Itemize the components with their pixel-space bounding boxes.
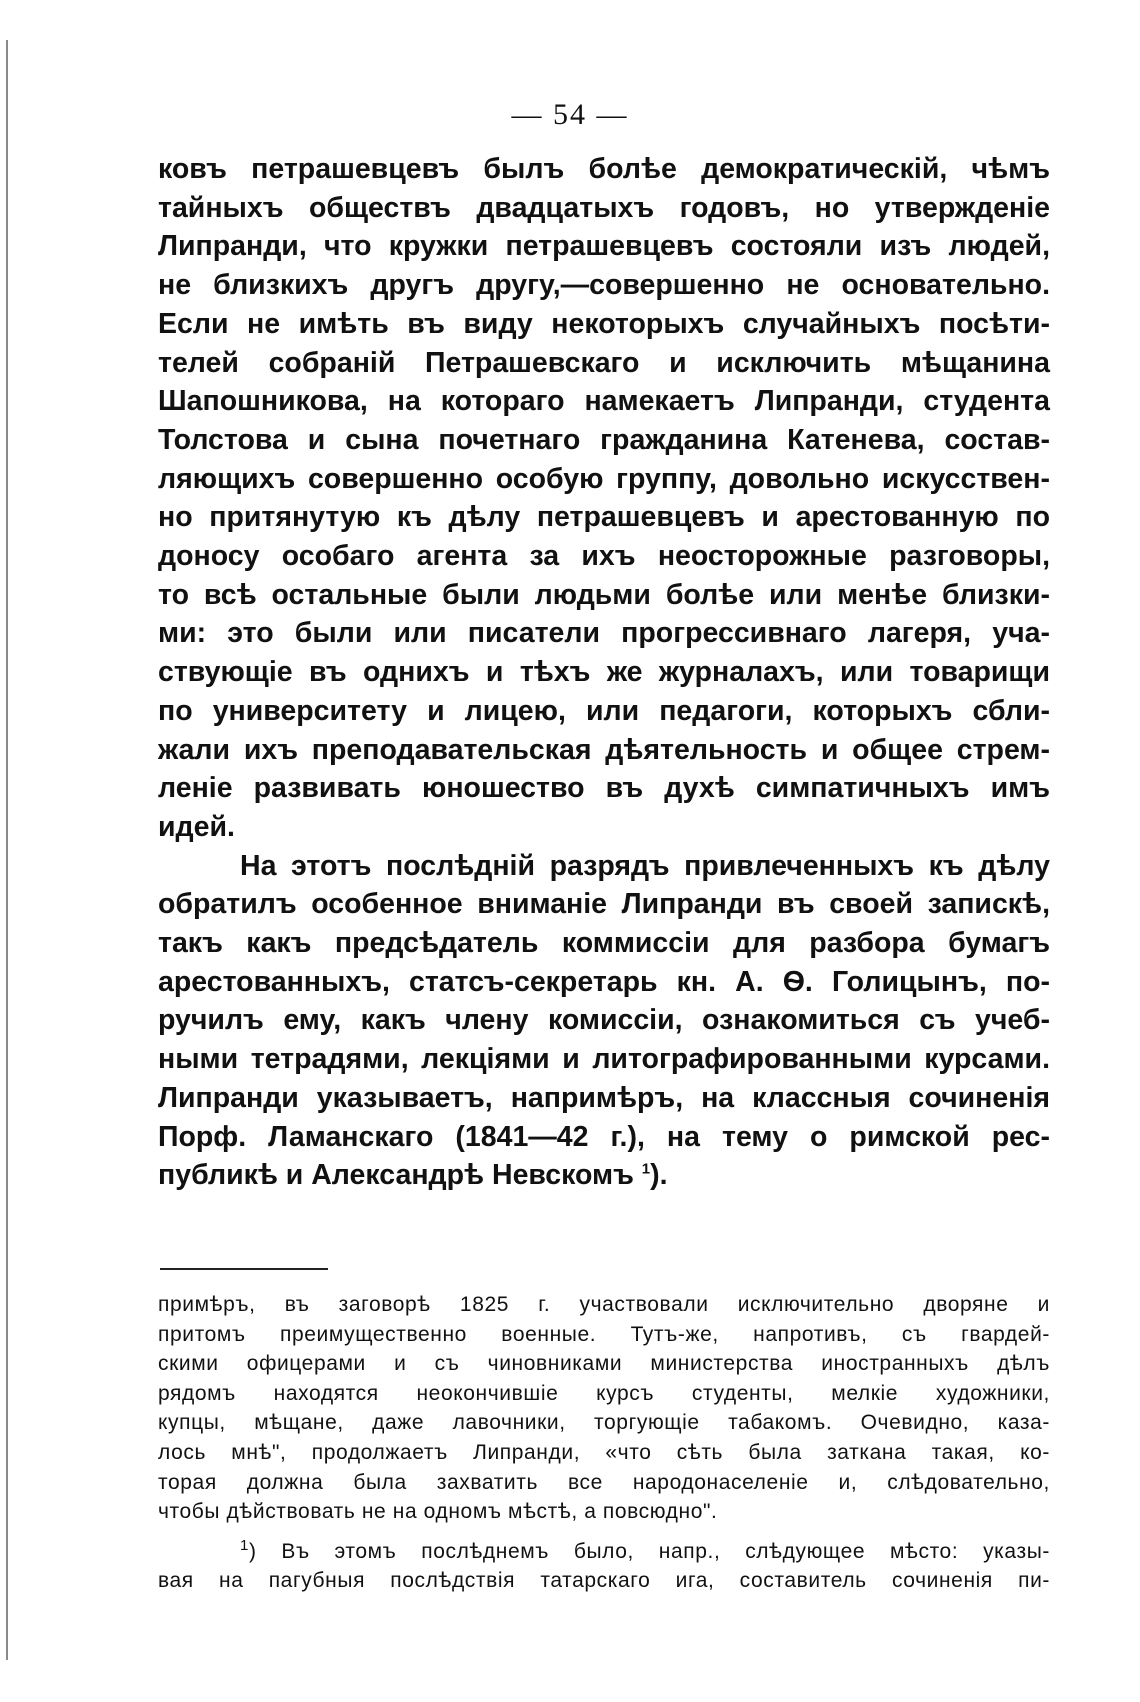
footnote-marker: 1 <box>240 1536 249 1554</box>
text-line: не близкихъ другъ другу,—совершенно не основательно. <box>158 269 1050 302</box>
text-line: Порф. Ламанскаго (1841—42 г.), на тему о римской рес- <box>158 1120 1050 1153</box>
text-line <box>158 1156 1050 1195</box>
text-line: ляющихъ совершенно особую группу, довольно искусствен- <box>158 462 1050 495</box>
text-line: Толстова и сына почетнаго гражданина Катенева, состав- <box>158 423 1050 456</box>
text-line: Липранди, что кружки петрашевцевъ состояли изъ людей, <box>158 230 1050 263</box>
scan-edge-line <box>6 40 8 1660</box>
text-line: идей. <box>158 810 235 843</box>
footnote-line: скими офицерами и съ чиновниками министерства иностранныхъ дѣлъ <box>158 1352 1050 1376</box>
text-line: На этотъ послѣдній разрядъ привлеченныхъ къ дѣлу <box>240 849 1050 882</box>
text-line: то всѣ остальные были людьми болѣе или менѣе близки- <box>158 578 1050 611</box>
footnote-line: примѣръ, въ заговорѣ 1825 г. участвовали исключительно дворяне и <box>158 1293 1050 1316</box>
page-number: — 54 — <box>511 98 629 131</box>
text-line: леніе развивать юношество въ духѣ симпатичныхъ имъ <box>158 772 1050 805</box>
footnote-reference: 1 <box>641 1160 651 1178</box>
text-line: арестованныхъ, статсъ-секретарь кн. А. Ѳ. Голицынъ, по- <box>158 965 1050 998</box>
text-line: Шапошникова, на котораго намекаетъ Липранди, студента <box>158 385 1050 418</box>
text-line: обратилъ особенное вниманіе Липранди въ своей запискѣ, <box>158 888 1050 921</box>
text-line: жали ихъ преподавательская дѣятельность и общее стрем- <box>158 733 1050 766</box>
paragraph-2 <box>158 847 1050 1195</box>
text-line: доносу особаго агента за ихъ неосторожные разговоры, <box>158 540 1050 573</box>
text-line: Липранди указываетъ, напримѣръ, на классныя сочиненія <box>158 1081 1050 1114</box>
footnote-line: купцы, мѣщане, даже лавочники, торгующіе табакомъ. Очевидно, каза- <box>158 1411 1050 1435</box>
text-line: ковъ петрашевцевъ былъ болѣе демократическій, чѣмъ <box>158 153 1050 185</box>
footnote-continued <box>158 1290 1050 1527</box>
footnote-line: вая на пагубныя послѣдствія татарскаго ига, составитель сочиненія пи- <box>158 1569 1050 1593</box>
text-line: Если не имѣть въ виду некоторыхъ случайныхъ посѣти- <box>158 307 1050 340</box>
text-line: по университету и лицею, или педагоги, которыхъ сбли- <box>158 694 1050 727</box>
footnote-line: рядомъ находятся неокончившіе курсъ студенты, мелкіе художники, <box>158 1381 1050 1405</box>
footnote-text: ) Въ этомъ послѣднемъ было, напр., слѣдующее мѣсто: указы- <box>248 1539 1050 1563</box>
footnote-line: притомъ преимущественно военные. Тутъ-же, напротивъ, съ гвардей- <box>158 1322 1050 1346</box>
footnote-line: торая должна была захватить все народонаселеніе и, слѣдовательно, <box>158 1470 1050 1494</box>
text-line: ными тетрадями, лекціями и литографированными курсами. <box>158 1043 1050 1076</box>
footnotes <box>158 1290 1050 1596</box>
text-line-content: публикѣ и Александрѣ Невскомъ <box>158 1159 634 1192</box>
footnote-line: лось мнѣ", продолжаетъ Липранди, «что сѣть была заткана такая, ко- <box>158 1440 1050 1464</box>
main-text <box>158 150 1050 1195</box>
text-line: ручилъ ему, какъ члену комиссіи, ознакомиться съ учеб- <box>158 1004 1050 1037</box>
footnote-line: чтобы дѣйствовать не на одномъ мѣстѣ, а повсюдно". <box>158 1500 718 1524</box>
paragraph-1 <box>158 150 1050 847</box>
text-line: ствующіе въ однихъ и тѣхъ же журналахъ, или товарищи <box>158 656 1050 689</box>
text-line: тайныхъ обществъ двадцатыхъ годовъ, но утвержденіе <box>158 191 1050 224</box>
text-line: ми: это были или писатели прогрессивнаго лагеря, уча- <box>158 617 1050 650</box>
text-line-end: ). <box>650 1159 668 1192</box>
footnote-1 <box>158 1537 1050 1596</box>
text-line: такъ какъ предсѣдатель коммиссіи для разбора бумагъ <box>158 927 1050 960</box>
footnote-line <box>158 1537 1050 1567</box>
footnote-separator <box>160 1268 328 1270</box>
text-line: но притянутую къ дѣлу петрашевцевъ и арестованную по <box>158 501 1050 534</box>
text-line: телей собраній Петрашевскаго и исключить мѣщанина <box>158 346 1050 379</box>
